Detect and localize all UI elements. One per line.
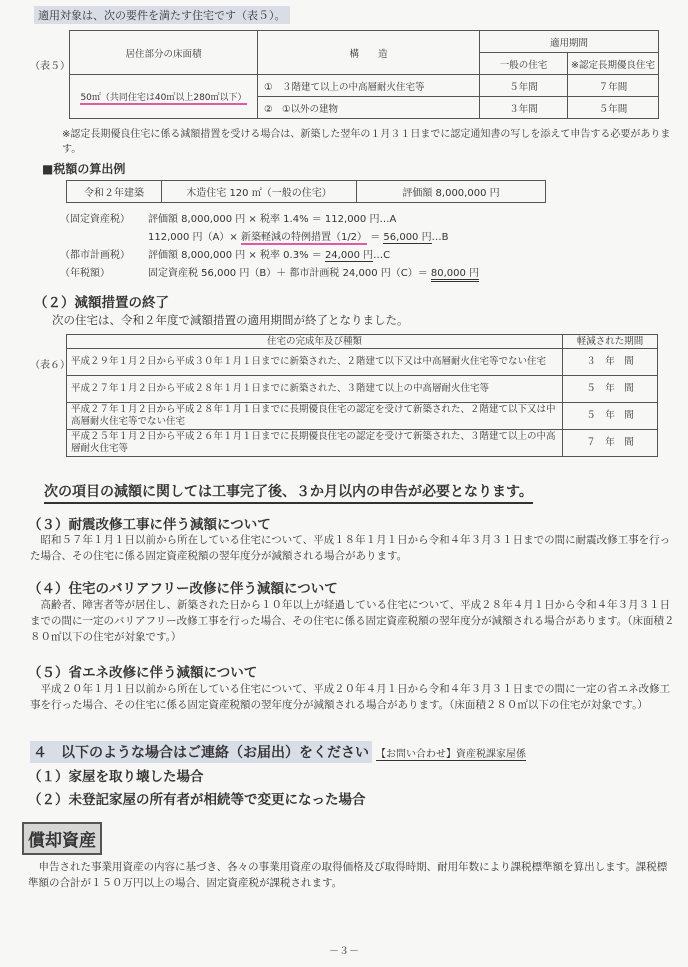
contact-item-2: （２）未登記家屋の所有者が相続等で変更になった場合 <box>28 792 366 808</box>
sec4-heading: （４）住宅のバリアフリー改修に伴う減額について <box>28 581 338 597</box>
fixed-tax-line1: 評価額 8,000,000 円 × 税率 1.4% ＝ 112,000 円…A <box>148 214 397 225</box>
table6-period-4: ７ 年 間 <box>563 430 658 457</box>
table6-header-period: 軽減された期間 <box>563 335 658 349</box>
table5-struct-1: ① ３階建て以上の中高層耐火住宅等 <box>258 75 480 97</box>
table6-period-3: ５ 年 間 <box>563 403 658 430</box>
special-measure: 新築軽減の特例措置（1/2） <box>240 232 368 243</box>
depr-heading: 償却資産 <box>22 822 102 855</box>
annual-tax-line: 固定資産税 56,000 円（B）＋ 都市計画税 24,000 円（C）＝ 80,000 円 <box>148 265 479 283</box>
calc-block <box>60 211 580 283</box>
city-tax-result: 24,000 円 <box>324 250 374 261</box>
calc-assessed: 評価額 8,000,000 円 <box>357 181 546 203</box>
contact-heading-row <box>30 741 526 763</box>
table5-header-area: 居住部分の床面積 <box>70 31 258 75</box>
calc-summary-table <box>66 180 546 203</box>
table5-struct-2: ② ①以外の建物 <box>258 97 480 119</box>
sec4-body: 高齢者、障害者等が居住し、新築された日から１０年以上が経過している住宅について、平成２８年４月１日から令和４年３月３１日までの間に一定のバリアフリー改修工事を行った場合、その住宅に係る固定資産税額の翌年度分が減額される場合があります。（床面積２８０㎡以下の住宅が対象です。） <box>30 599 675 643</box>
sec5-body: 平成２０年１月１日以前から所在している住宅について、平成２０年４月１日から令和４年３月３１日までの間に一定の省エネ改修工事を行った場合、その住宅に係る固定資産税額の翌年度分が減額される場合があります。（床面積２８０㎡以下の住宅が対象です。） <box>30 683 671 711</box>
table5-area-cell <box>70 75 258 119</box>
city-tax-label: （都市計画税） <box>60 250 130 261</box>
city-tax-line: 評価額 8,000,000 円 × 税率 0.3% ＝ 24,000 円…C <box>148 250 391 261</box>
annual-tax-result: 80,000 円 <box>431 268 479 282</box>
fixed-tax-label: （固定資産税） <box>60 214 130 225</box>
sec2-heading: （２）減額措置の終了 <box>34 295 169 311</box>
contact-item-1: （１）家屋を取り壊した場合 <box>28 769 204 785</box>
sec3-body: 昭和５７年１月１日以前から所在している住宅について、平成１８年１月１日から令和４年３月３１日までの間に耐震改修工事を行った場合、その住宅に係る固定資産税額の翌年度分が減額される場合があります。 <box>30 534 671 562</box>
table6-row-4: 平成２５年１月２日から平成２６年１月１日までに長期優良住宅の認定を受けて新築された、３階建て以上の中高層耐火住宅等 <box>67 430 563 457</box>
annual-tax-label: （年税額） <box>60 268 110 279</box>
table5 <box>69 30 659 119</box>
table6-row-1: 平成２９年１月２日から平成３０年１月１日までに新築された、２階建て以下又は中高層耐火住宅等でない住宅 <box>67 349 563 376</box>
table5-header-general: 一般の住宅 <box>480 53 568 75</box>
sec5-heading: （５）省エネ改修に伴う減額について <box>28 665 258 681</box>
page-number: －３－ <box>329 946 359 957</box>
table6-row-2: 平成２７年１月２日から平成２８年１月１日までに新築された、３階建て以上の中高層耐火住宅等 <box>67 376 563 403</box>
contact-heading: ４ 以下のような場合はご連絡（お届出）をください <box>30 741 372 763</box>
table5-header-certified: ※認定長期優良住宅 <box>568 53 659 75</box>
calc-heading: ■税額の算出例 <box>42 162 126 176</box>
table5-certified-1: ７年間 <box>568 75 659 97</box>
table6-period-1: ３ 年 間 <box>563 349 658 376</box>
table6 <box>66 334 658 457</box>
table5-header-struct: 構 造 <box>258 31 480 75</box>
table5-general-1: ５年間 <box>480 75 568 97</box>
fixed-tax-line2: 112,000 円（A）× 新築軽減の特例措置（1/2） ＝ 56,000 円…B <box>148 232 449 243</box>
table6-row-3: 平成２７年１月２日から平成２８年１月１日までに長期優良住宅の認定を受けて新築された、２階建て以下又は中高層耐火住宅等でない住宅 <box>67 403 563 430</box>
calc-house: 木造住宅 120 ㎡（一般の住宅） <box>162 181 357 203</box>
intro-text: 適用対象は、次の要件を満たす住宅です（表５）。 <box>34 6 290 24</box>
table6-label: （表６） <box>30 360 70 371</box>
contact-inquiry: 【お問い合わせ】資産税課家屋係 <box>376 745 526 761</box>
table5-label: （表５） <box>30 61 70 72</box>
table6-header-type: 住宅の完成年及び種類 <box>67 335 563 349</box>
sec3-heading: （３）耐震改修工事に伴う減額について <box>28 517 271 533</box>
depr-body: 申告された事業用資産の内容に基づき、各々の事業用資産の取得価格及び取得時期、耐用年数により課税標準額を算出します。課税標準額の合計が１５０万円以上の場合、固定資産税が課税されます。 <box>28 861 668 889</box>
calc-built: 令和２年建築 <box>67 181 162 203</box>
table5-note: ※認定長期優良住宅に係る減額措置を受ける場合は、新築した翌年の１月３１日までに認定通知書の写しを添えて申告する必要があります。 <box>62 129 671 155</box>
fixed-tax-result: 56,000 円 <box>383 232 432 243</box>
table5-header-period: 適用期間 <box>480 31 659 53</box>
table6-period-2: ５ 年 間 <box>563 376 658 403</box>
table5-general-2: ３年間 <box>480 97 568 119</box>
sec2-lead: 次の住宅は、令和２年度で減額措置の適用期間が終了となりました。 <box>52 313 409 327</box>
notice-banner: 次の項目の減額に関しては工事完了後、３か月以内の申告が必要となります。 <box>44 481 533 504</box>
table5-area: 50㎡（共同住宅は40㎡以上280㎡以下） <box>80 93 247 103</box>
table5-certified-2: ５年間 <box>568 97 659 119</box>
